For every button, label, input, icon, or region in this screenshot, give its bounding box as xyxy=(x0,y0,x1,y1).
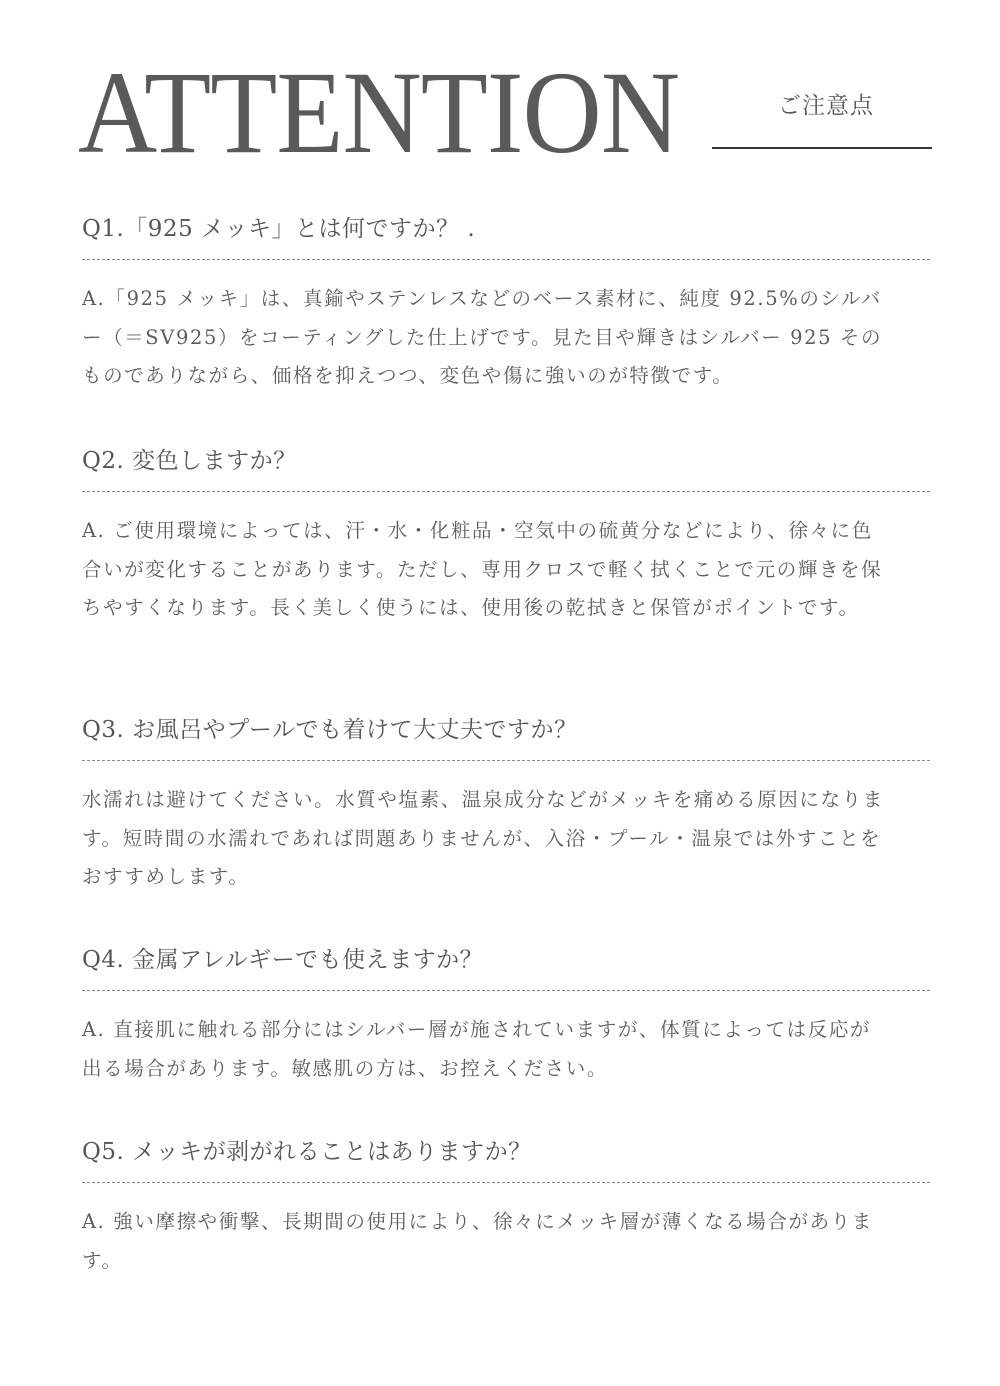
dashed-divider xyxy=(82,491,930,492)
faq-question: Q4. 金属アレルギーでも使えますか？ xyxy=(82,947,484,973)
page-header xyxy=(0,0,1000,178)
page-title: ATTENTION xyxy=(78,47,680,178)
page-subtitle: ご注意点 xyxy=(778,93,874,119)
faq-answer: A. 直接肌に触れる部分にはシルバー層が施されていますが、体質によっては反応が出る場合があります。敏感肌の方は、お控えください。 xyxy=(82,1018,872,1080)
faq-answer: 水濡れは避けてください。水質や塩素、温泉成分などがメッキを痛める原因になります。短時間の水濡れであれば問題ありませんが、入浴・プール・温泉では外すことをおすすめします。 xyxy=(82,788,884,888)
faq-item-5 xyxy=(82,1136,932,1280)
faq-question: Q5. メッキが剥がれることはありますか？ xyxy=(82,1139,532,1165)
faq-item-4 xyxy=(82,944,932,1088)
faq-answer: A. 強い摩擦や衝撃、長期間の使用により、徐々にメッキ層が薄くなる場合があります。 xyxy=(82,1210,873,1272)
title-underline xyxy=(712,147,932,149)
faq-question: Q1.「925 メッキ」とは何ですか？ . xyxy=(82,216,476,242)
faq-question: Q2. 変色しますか？ xyxy=(82,448,297,474)
faq-answer: A.「925 メッキ」は、真鍮やステンレスなどのベース素材に、純度 92.5%のシルバー（＝SV925）をコーティングした仕上げです。見た目や輝きはシルバー 925 そのものでありながら、価格を抑えつつ、変色や傷に強いのが特徴です。 xyxy=(82,287,883,387)
faq-item-3 xyxy=(82,714,932,897)
dashed-divider xyxy=(82,1182,930,1183)
faq-item-1 xyxy=(82,213,932,396)
dashed-divider xyxy=(82,760,930,761)
faq-item-2 xyxy=(82,445,932,628)
dashed-divider xyxy=(82,259,930,260)
faq-answer: A. ご使用環境によっては、汗・水・化粧品・空気中の硫黄分などにより、徐々に色合いが変化することがあります。ただし、専用クロスで軽く拭くことで元の輝きを保ちやすくなります。長く美しく使うには、使用後の乾拭きと保管がポイントです。 xyxy=(82,519,883,619)
faq-question: Q3. お風呂やプールでも着けて大丈夫ですか？ xyxy=(82,717,578,743)
dashed-divider xyxy=(82,990,930,991)
